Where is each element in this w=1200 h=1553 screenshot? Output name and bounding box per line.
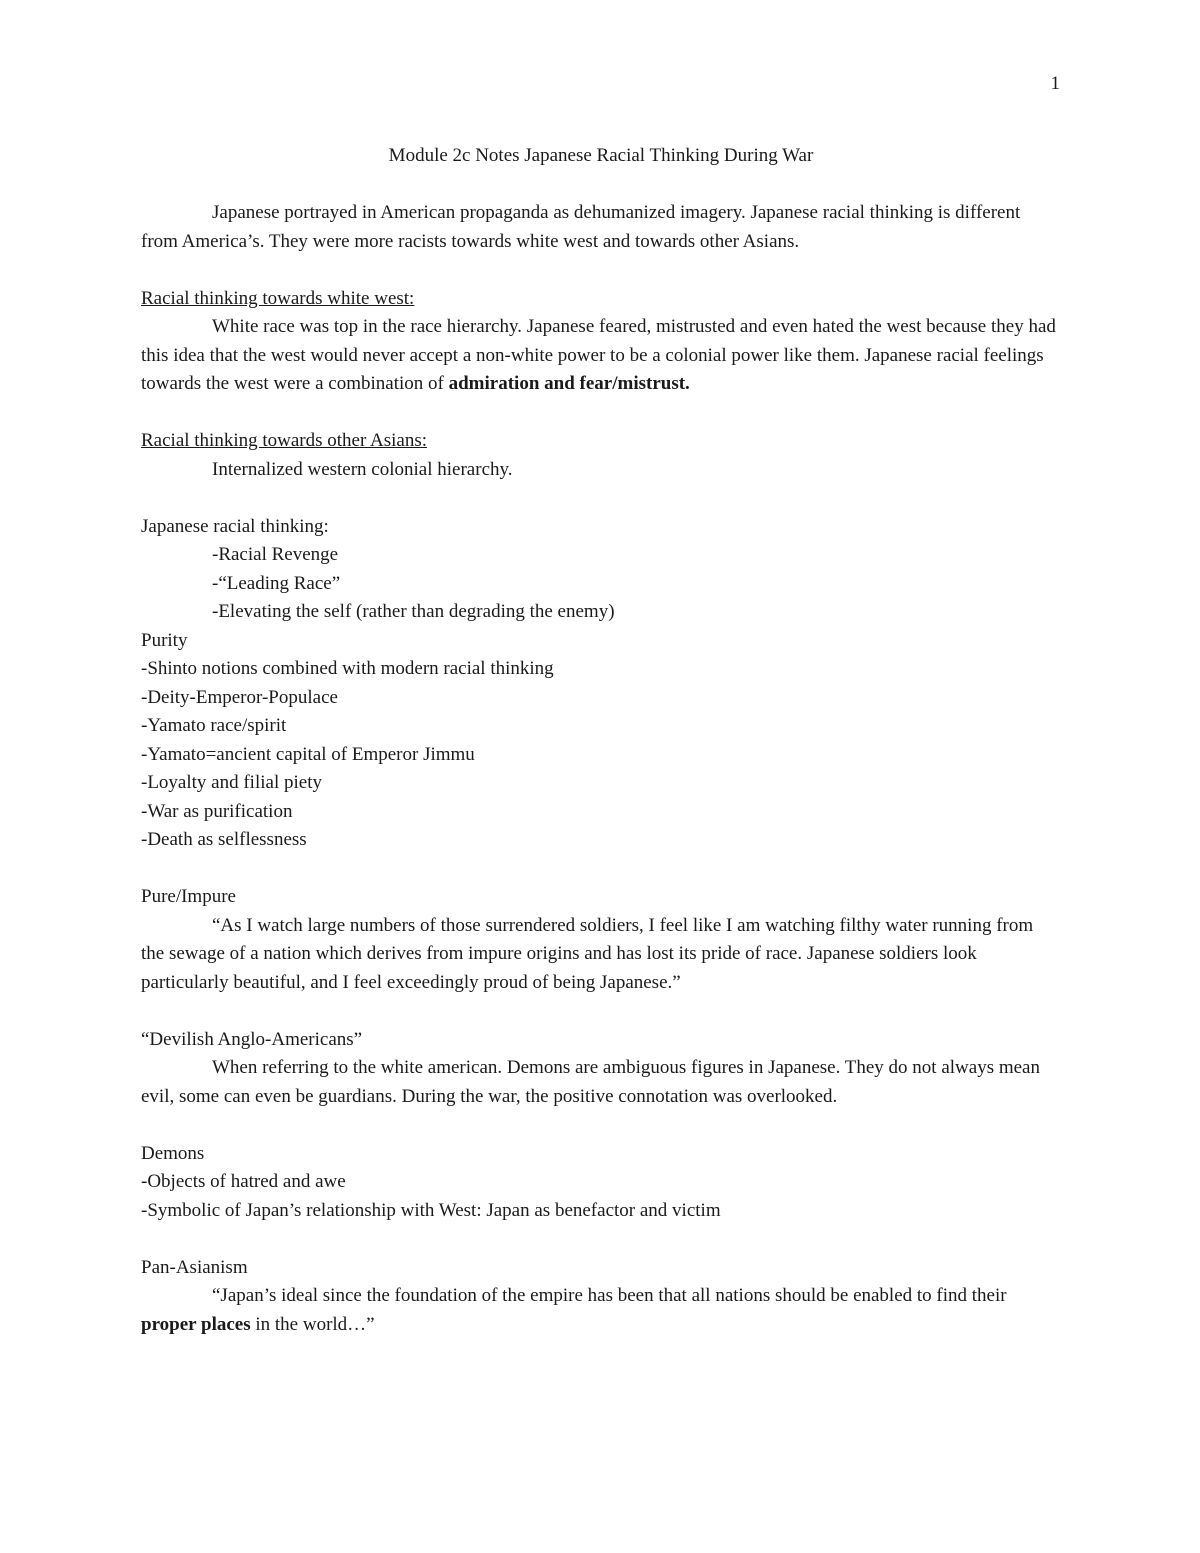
list-item: -Elevating the self (rather than degrading the enemy) [212,601,615,622]
list-item: -Objects of hatred and awe [141,1171,346,1192]
document-body [141,142,1061,1339]
devilish-paragraph: When referring to the white american. Demons are ambiguous figures in Japanese. They do not always mean evil, some can even be guardians. During the war, the positive connotation was overlooked. [141,1057,1040,1107]
page-number: 1 [1050,73,1060,94]
devilish-heading: “Devilish Anglo-Americans” [141,1028,363,1050]
list-item: -Yamato=ancient capital of Emperor Jimmu [141,743,475,765]
list-item: -“Leading Race” [212,572,341,594]
list-item: -Symbolic of Japan’s relationship with West: Japan as benefactor and victim [141,1199,721,1221]
list-item: -Death as selflessness [141,829,307,850]
other-asians-heading: Racial thinking towards other Asians: [141,430,428,451]
white-west-text: White race was top in the race hierarchy. Japanese feared, mistrusted and even hated the west because they had this idea that the west would never accept a non-white power to be a colonial power like them. Japanese racial feelings towards the west were a combination of [141,316,1056,394]
pan-asianism-heading: Pan-Asianism [141,1256,248,1278]
page-title: Module 2c Notes Japanese Racial Thinking During War [388,145,814,166]
intro-paragraph: Japanese portrayed in American propaganda as dehumanized imagery. Japanese racial thinking is different from America’s. They were more racists towards white west and towards other Asians. [141,202,1021,252]
pure-impure-heading: Pure/Impure [141,886,236,907]
demons-heading: Demons [141,1142,205,1164]
racial-thinking-heading: Japanese racial thinking: [141,515,329,537]
list-item: -Racial Revenge [212,544,339,565]
white-west-paragraph [141,313,1061,399]
pan-asianism-text-start: “Japan’s ideal since the foundation of the empire has been that all nations should be enabled to find their [212,1285,1007,1306]
white-west-heading: Racial thinking towards white west: [141,287,415,309]
list-item: -Loyalty and filial piety [141,772,322,793]
list-item: -War as purification [141,800,293,822]
list-item: -Yamato race/spirit [141,715,287,736]
pure-impure-quote: “As I watch large numbers of those surrendered soldiers, I feel like I am watching filthy water running from the sewage of a nation which derives from impure origins and has lost its pride of race. Japanese soldiers look particularly beautiful, and I feel exceedingly proud of being Japanese.” [141,914,1034,993]
list-item: -Deity-Emperor-Populace [141,686,338,708]
purity-heading: Purity [141,629,188,651]
other-asians-paragraph: Internalized western colonial hierarchy. [212,458,513,480]
pan-asianism-quote [141,1282,1061,1339]
white-west-bold: admiration and fear/mistrust. [448,373,690,394]
list-item: -Shinto notions combined with modern racial thinking [141,658,554,679]
pan-asianism-text-end: in the world…” [250,1313,375,1335]
pan-asianism-bold: proper places [141,1313,251,1335]
